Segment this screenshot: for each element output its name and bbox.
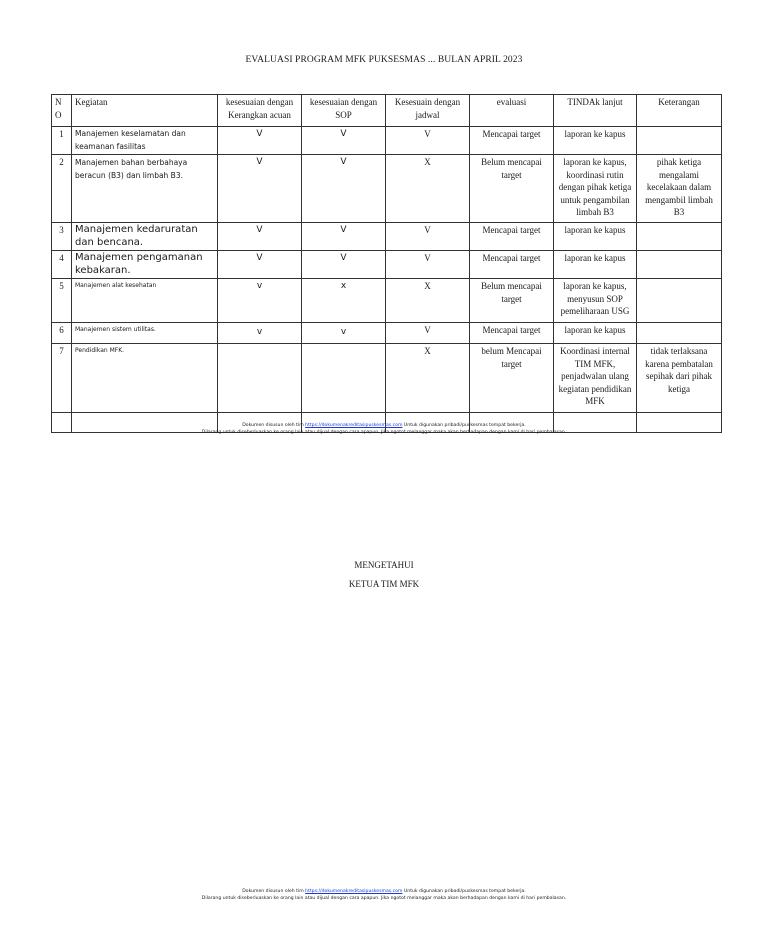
cell-jadwal: X <box>386 344 470 413</box>
cell-kegiatan: Manajemen bahan berbahaya beracun (B3) dan limbah B3. <box>72 155 218 223</box>
cell-sop <box>302 344 386 413</box>
cell-kerangka: v <box>218 323 302 344</box>
header-jadwal: Kesesuain dengan jadwal <box>386 95 470 127</box>
cell-no: 6 <box>52 323 72 344</box>
table-row <box>52 223 722 251</box>
header-keterangan: Keterangan <box>637 95 722 127</box>
cell-kerangka: V <box>218 251 302 279</box>
cell-tindak: laporan ke kapus <box>554 251 637 279</box>
cell-jadwal: V <box>386 251 470 279</box>
cell-evaluasi: belum Mencapai target <box>470 344 554 413</box>
cell-kegiatan: Pendidikan MFK. <box>72 344 218 413</box>
cell-sop: V <box>302 155 386 223</box>
cell-kerangka: V <box>218 223 302 251</box>
cell-keterangan <box>637 251 722 279</box>
footer-text: Untuk digunakan pribadi/puskesmas tempat bekerja. <box>403 423 526 428</box>
cell-kegiatan: Manajemen sistem utilitas. <box>72 323 218 344</box>
cell-sop: x <box>302 279 386 323</box>
table-row <box>52 323 722 344</box>
approval-role: KETUA TIM MFK <box>348 579 420 589</box>
cell-tindak: laporan ke kapus <box>554 127 637 155</box>
cell-kegiatan: Manajemen pengamanan kebakaran. <box>72 251 218 279</box>
footer-line-2: Dilarang untuk diseberluaskan ke orang lain atau dijual dengan cara apapun. Jika ngotot melanggar maka akan berhadapan dengan kami di hari pembalasan. <box>201 429 567 435</box>
cell-no: 5 <box>52 279 72 323</box>
table-row <box>52 127 722 155</box>
cell-kerangka <box>218 344 302 413</box>
cell-jadwal: V <box>386 127 470 155</box>
cell-jadwal: V <box>386 323 470 344</box>
cell-no: 3 <box>52 223 72 251</box>
cell-sop: V <box>302 251 386 279</box>
cell-kegiatan: Manajemen keselamatan dan keamanan fasilitas <box>72 127 218 155</box>
cell-keterangan <box>637 279 722 323</box>
cell-jadwal: V <box>386 223 470 251</box>
cell-tindak: Koordinasi internal TIM MFK, penjadwalan ulang kegiatan pendidikan MFK <box>554 344 637 413</box>
header-kegiatan: Kegiatan <box>72 95 218 127</box>
footer-notice <box>0 423 768 436</box>
footer-link[interactable]: https://dokumenakreditasipuskesmas.com <box>305 423 403 428</box>
footer-text: Untuk digunakan pribadi/puskesmas tempat bekerja. <box>403 889 526 894</box>
cell-tindak: laporan ke kapus, koordinasi rutin dengan pihak ketiga untuk pengambilan limbah B3 <box>554 155 637 223</box>
cell-evaluasi: Belum mencapai target <box>470 155 554 223</box>
header-no: N O <box>52 95 72 127</box>
cell-kerangka: V <box>218 155 302 223</box>
cell-sop: v <box>302 323 386 344</box>
footer-line-2: Dilarang untuk diseberluaskan ke orang lain atau dijual dengan cara apapun. Jika ngotot melanggar maka akan berhadapan dengan kami di hari pembalasan. <box>201 895 567 901</box>
footer-text: Dokumen disusun oleh tim <box>242 423 304 428</box>
cell-jadwal: X <box>386 279 470 323</box>
header-sop: kesesuaian dengan SOP <box>302 95 386 127</box>
cell-tindak: laporan ke kapus, menyusun SOP pemeliharaan USG <box>554 279 637 323</box>
cell-kegiatan: Manajemen kedaruratan dan bencana. <box>72 223 218 251</box>
header-evaluasi: evaluasi <box>470 95 554 127</box>
cell-tindak: laporan ke kapus <box>554 223 637 251</box>
footer-link[interactable]: https://dokumenakreditasipuskesmas.com <box>305 889 403 894</box>
table-row <box>52 251 722 279</box>
footer-text: Dokumen disusun oleh tim <box>242 889 304 894</box>
cell-evaluasi: Mencapai target <box>470 323 554 344</box>
cell-no: 2 <box>52 155 72 223</box>
cell-sop: V <box>302 127 386 155</box>
cell-kerangka: V <box>218 127 302 155</box>
evaluation-table <box>51 94 722 433</box>
table-row <box>52 344 722 413</box>
cell-keterangan <box>637 223 722 251</box>
cell-no: 7 <box>52 344 72 413</box>
cell-kegiatan: Manajemen alat kesehatan <box>72 279 218 323</box>
table-row <box>52 279 722 323</box>
header-tindak: TINDAk lanjut <box>554 95 637 127</box>
cell-tindak: laporan ke kapus <box>554 323 637 344</box>
cell-keterangan: pihak ketiga mengalami kecelakaan dalam mengambil limbah B3 <box>637 155 722 223</box>
cell-keterangan: tidak terlaksana karena pembatalan sepihak dari pihak ketiga <box>637 344 722 413</box>
approval-label: MENGETAHUI <box>354 560 414 570</box>
cell-keterangan <box>637 323 722 344</box>
footer-notice <box>0 889 768 902</box>
cell-evaluasi: Mencapai target <box>470 251 554 279</box>
cell-sop: V <box>302 223 386 251</box>
document-title: EVALUASI PROGRAM MFK PUKSESMAS ... BULAN APRIL 2023 <box>245 55 523 65</box>
cell-no: 4 <box>52 251 72 279</box>
cell-evaluasi: Mencapai target <box>470 127 554 155</box>
table-row <box>52 155 722 223</box>
table-header-row <box>52 95 722 127</box>
header-kerangka: kesesuaian dengan Kerangkan acuan <box>218 95 302 127</box>
cell-keterangan <box>637 127 722 155</box>
cell-no: 1 <box>52 127 72 155</box>
cell-evaluasi: Mencapai target <box>470 223 554 251</box>
cell-evaluasi: Belum mencapai target <box>470 279 554 323</box>
cell-jadwal: X <box>386 155 470 223</box>
cell-kerangka: v <box>218 279 302 323</box>
